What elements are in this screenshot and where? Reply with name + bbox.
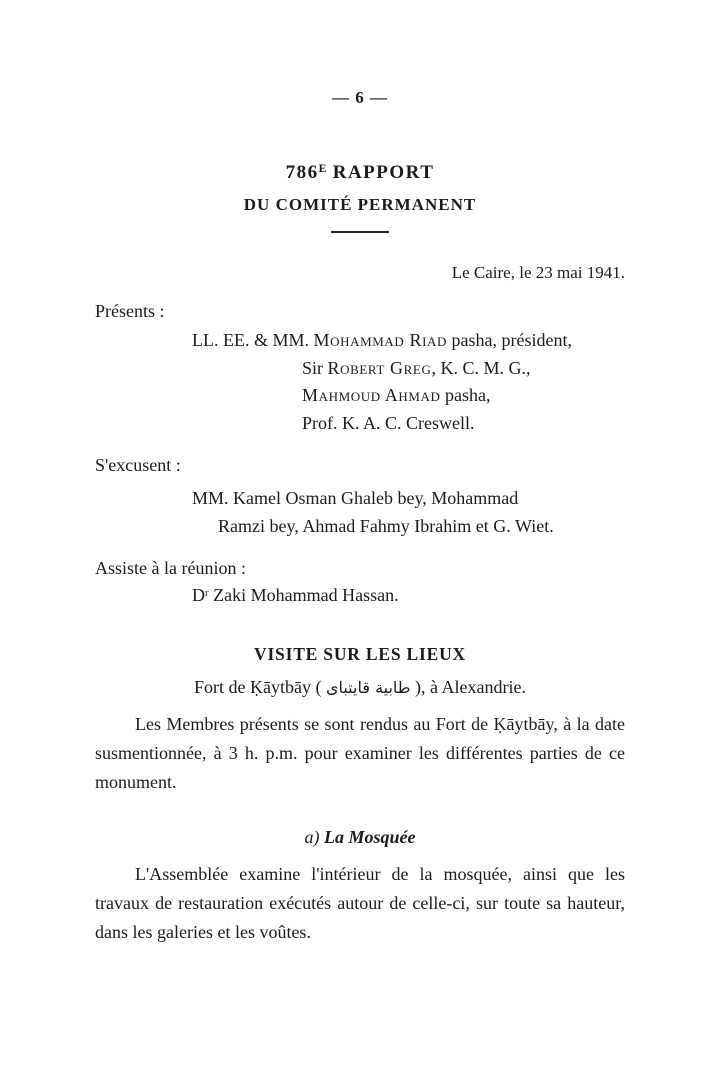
- doctor-ordinal: r: [205, 587, 209, 600]
- attendee-line: [192, 327, 625, 355]
- presents-label: Présents :: [95, 301, 165, 321]
- attendee-name: Mohammad Riad: [313, 330, 447, 350]
- location-arabic-text: طابية قايتباى: [325, 678, 411, 697]
- attendee-line: Prof. K. A. C. Creswell.: [302, 412, 475, 433]
- report-title-block: [95, 162, 625, 233]
- subsection-letter: a): [304, 827, 324, 847]
- committee-heading: DU COMITÉ PERMANENT: [243, 195, 477, 214]
- mosque-paragraph: L'Assemblée examine l'intérieur de la mosquée, ainsi que les travaux de restauration exécutés autour de celle-ci, sur toute sa hauteur, dans les galeries et les voûtes.: [95, 864, 625, 942]
- attending-person: [192, 585, 625, 606]
- title-divider: [331, 231, 389, 233]
- dateline: Le Caire, le 23 mai 1941.: [451, 263, 625, 282]
- report-number-ordinal: E: [318, 162, 327, 176]
- report-number: 786: [285, 162, 319, 183]
- presents-list: [95, 327, 625, 437]
- doctor-initial: D: [192, 585, 205, 605]
- attending-label: Assiste à la réunion :: [95, 558, 246, 578]
- excused-label: S'excusent :: [95, 455, 181, 475]
- attendee-prefix: LL. EE. & MM.: [192, 330, 314, 350]
- attendee-line: [302, 382, 625, 410]
- subsection-heading-mosquee: [95, 827, 625, 848]
- attendee-line: [302, 355, 625, 383]
- attendee-name: Mahmoud Ahmad: [302, 385, 441, 405]
- location-prefix: Fort de Ḳāytbāy (: [193, 677, 326, 697]
- attendee-name: Robert Greg: [327, 357, 432, 378]
- section-heading-visite: VISITE SUR LES LIEUX: [254, 644, 466, 664]
- attendee-suffix: pasha, président,: [446, 330, 572, 350]
- excused-line: MM. Kamel Osman Ghaleb bey, Mohammad: [192, 488, 519, 508]
- location-line: [95, 677, 625, 698]
- attendee-suffix: pasha,: [440, 385, 491, 405]
- excused-list: [95, 484, 625, 540]
- report-number-heading: [95, 162, 625, 184]
- location-suffix: ), à Alexandrie.: [410, 677, 526, 697]
- attendee-prefix: Sir: [302, 357, 328, 378]
- visit-paragraph: Les Membres présents se sont rendus au Fort de Ḳāytbāy, à la date susmentionnée, à 3 h. p.m. pour examiner les différentes parties de ce monument.: [95, 714, 625, 792]
- doctor-name: Zaki Mohammad Hassan.: [208, 585, 399, 605]
- attendee-suffix: , K. C. M. G.,: [431, 357, 531, 378]
- page-number: — 6 —: [332, 88, 388, 107]
- excused-line: Ramzi bey, Ahmad Fahmy Ibrahim et G. Wiet.: [218, 516, 554, 536]
- subsection-title: La Mosquée: [324, 827, 416, 847]
- report-title: RAPPORT: [326, 162, 435, 183]
